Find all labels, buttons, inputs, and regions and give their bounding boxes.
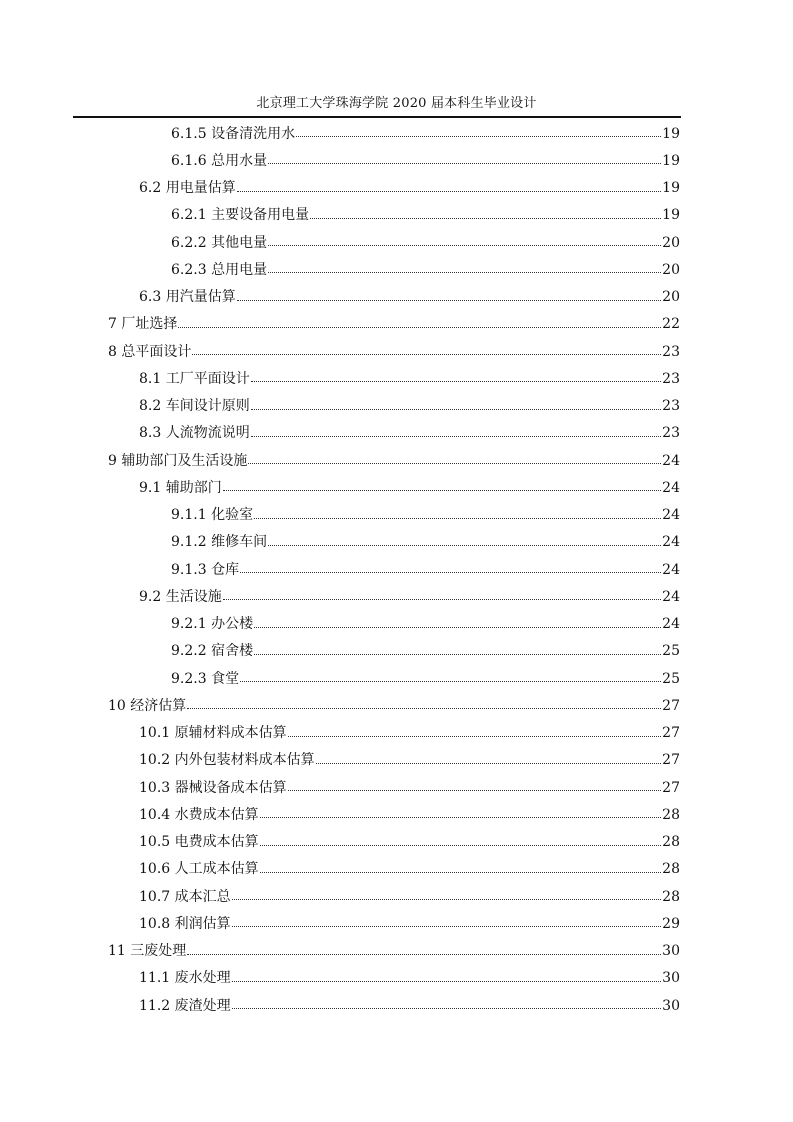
toc-entry-page: 24 <box>662 616 680 633</box>
toc-entry-title: 9.2.1 办公楼 <box>171 616 254 633</box>
toc-entry-page: 19 <box>662 152 680 169</box>
toc-entry-page: 22 <box>662 316 680 333</box>
toc-dot-leader <box>254 654 661 655</box>
toc-entry-page: 27 <box>662 752 680 769</box>
toc-entry-title: 9.1.2 维修车间 <box>171 534 268 551</box>
toc-entry-page: 24 <box>662 588 680 605</box>
toc-entry-page: 30 <box>662 943 680 960</box>
toc-entry-title: 6.2.3 总用电量 <box>171 261 268 278</box>
toc-entry-page: 20 <box>662 234 680 251</box>
toc-entry-page: 23 <box>662 398 680 415</box>
toc-entry[interactable] <box>108 120 680 147</box>
toc-entry-title: 10.4 水费成本估算 <box>139 806 259 823</box>
toc-entry[interactable] <box>108 393 680 420</box>
toc-dot-leader <box>260 872 662 873</box>
toc-dot-leader <box>187 708 661 709</box>
toc-entry[interactable] <box>108 147 680 174</box>
toc-entry-title: 10.1 原辅材料成本估算 <box>139 725 287 742</box>
toc-entry-page: 24 <box>662 561 680 578</box>
toc-entry-title: 9.1.1 化验室 <box>171 507 254 524</box>
toc-entry-page: 27 <box>662 725 680 742</box>
toc-dot-leader <box>310 218 661 219</box>
toc-entry[interactable] <box>108 801 680 828</box>
toc-entry-page: 27 <box>662 779 680 796</box>
toc-entry[interactable] <box>108 420 680 447</box>
toc-entry-page: 28 <box>662 806 680 823</box>
toc-entry-page: 23 <box>662 343 680 360</box>
toc-entry-title: 7 厂址选择 <box>108 316 178 333</box>
toc-entry-page: 23 <box>662 425 680 442</box>
toc-dot-leader <box>223 599 661 600</box>
toc-dot-leader <box>316 763 662 764</box>
toc-dot-leader <box>288 736 662 737</box>
toc-entry-title: 10.6 人工成本估算 <box>139 861 259 878</box>
toc-dot-leader <box>248 463 661 464</box>
toc-entry[interactable] <box>108 502 680 529</box>
toc-dot-leader <box>251 409 661 410</box>
toc-entry-title: 10 经济估算 <box>108 697 187 714</box>
toc-entry[interactable] <box>108 556 680 583</box>
toc-entry[interactable] <box>108 856 680 883</box>
toc-entry[interactable] <box>108 692 680 719</box>
toc-dot-leader <box>240 572 661 573</box>
toc-entry[interactable] <box>108 365 680 392</box>
toc-entry-title: 11 三废处理 <box>108 943 187 960</box>
toc-dot-leader <box>178 327 661 328</box>
toc-dot-leader <box>254 518 661 519</box>
toc-entry[interactable] <box>108 229 680 256</box>
toc-dot-leader <box>268 272 661 273</box>
toc-entry-page: 29 <box>662 915 680 932</box>
toc-entry-page: 19 <box>662 125 680 142</box>
toc-dot-leader <box>268 245 661 246</box>
toc-dot-leader <box>237 191 661 192</box>
toc-entry-page: 23 <box>662 370 680 387</box>
toc-entry-page: 30 <box>662 970 680 987</box>
toc-entry[interactable] <box>108 202 680 229</box>
toc-dot-leader <box>254 627 661 628</box>
toc-dot-leader <box>296 136 661 137</box>
toc-entry[interactable] <box>108 338 680 365</box>
toc-entry-title: 6.2 用电量估算 <box>139 180 236 197</box>
toc-entry-title: 6.2.1 主要设备用电量 <box>171 207 310 224</box>
toc-entry-page: 28 <box>662 888 680 905</box>
toc-entry-title: 11.1 废水处理 <box>139 970 231 987</box>
toc-entry-title: 6.1.5 设备清洗用水 <box>171 125 296 142</box>
toc-entry[interactable] <box>108 311 680 338</box>
toc-dot-leader <box>260 817 662 818</box>
toc-entry-title: 8.2 车间设计原则 <box>139 398 250 415</box>
toc-entry[interactable] <box>108 774 680 801</box>
toc-entry[interactable] <box>108 256 680 283</box>
toc-entry-title: 11.2 废渣处理 <box>139 997 231 1014</box>
toc-entry[interactable] <box>108 910 680 937</box>
toc-dot-leader <box>232 899 662 900</box>
toc-entry-title: 8.1 工厂平面设计 <box>139 370 250 387</box>
toc-entry-title: 10.5 电费成本估算 <box>139 834 259 851</box>
toc-dot-leader <box>251 436 661 437</box>
toc-entry-title: 6.1.6 总用水量 <box>171 152 268 169</box>
toc-entry-page: 20 <box>662 261 680 278</box>
toc-dot-leader <box>240 681 661 682</box>
toc-dot-leader <box>237 300 661 301</box>
toc-entry-title: 9.2.3 食堂 <box>171 670 240 687</box>
toc-entry-title: 9.1.3 仓库 <box>171 561 240 578</box>
toc-entry[interactable] <box>108 583 680 610</box>
toc-entry[interactable] <box>108 992 680 1019</box>
toc-dot-leader <box>251 381 661 382</box>
toc-dot-leader <box>187 954 661 955</box>
table-of-contents <box>108 120 680 1019</box>
toc-entry[interactable] <box>108 938 680 965</box>
toc-dot-leader <box>232 1008 662 1009</box>
toc-entry[interactable] <box>108 720 680 747</box>
toc-entry-title: 10.7 成本汇总 <box>139 888 231 905</box>
toc-entry[interactable] <box>108 965 680 992</box>
toc-dot-leader <box>268 545 661 546</box>
toc-entry-page: 30 <box>662 997 680 1014</box>
toc-entry-page: 19 <box>662 180 680 197</box>
toc-entry-title: 9 辅助部门及生活设施 <box>108 452 248 469</box>
toc-entry-title: 10.3 器械设备成本估算 <box>139 779 287 796</box>
toc-dot-leader <box>232 926 662 927</box>
toc-dot-leader <box>232 981 662 982</box>
toc-entry-title: 10.8 利润估算 <box>139 915 231 932</box>
toc-entry[interactable] <box>108 829 680 856</box>
page-header: 北京理工大学珠海学院 2020 届本科生毕业设计 <box>256 96 537 111</box>
header-rule <box>73 116 681 118</box>
toc-entry-title: 9.1 辅助部门 <box>139 479 222 496</box>
toc-dot-leader <box>268 163 661 164</box>
toc-entry[interactable] <box>108 284 680 311</box>
toc-entry[interactable] <box>108 529 680 556</box>
toc-entry-page: 24 <box>662 452 680 469</box>
toc-entry-title: 9.2 生活设施 <box>139 588 222 605</box>
toc-entry-page: 20 <box>662 289 680 306</box>
toc-entry-title: 8.3 人流物流说明 <box>139 425 250 442</box>
toc-entry[interactable] <box>108 474 680 501</box>
toc-dot-leader <box>260 845 662 846</box>
toc-entry[interactable] <box>108 665 680 692</box>
toc-entry-title: 6.3 用汽量估算 <box>139 289 236 306</box>
toc-entry-title: 8 总平面设计 <box>108 343 192 360</box>
toc-entry[interactable] <box>108 175 680 202</box>
toc-entry[interactable] <box>108 611 680 638</box>
toc-entry[interactable] <box>108 638 680 665</box>
toc-entry-page: 24 <box>662 479 680 496</box>
toc-entry-page: 24 <box>662 507 680 524</box>
toc-entry-page: 25 <box>662 670 680 687</box>
toc-entry-title: 9.2.2 宿舍楼 <box>171 643 254 660</box>
toc-dot-leader <box>192 354 661 355</box>
toc-entry-title: 10.2 内外包装材料成本估算 <box>139 752 315 769</box>
toc-dot-leader <box>223 490 661 491</box>
toc-entry[interactable] <box>108 447 680 474</box>
toc-entry-title: 6.2.2 其他电量 <box>171 234 268 251</box>
toc-entry-page: 24 <box>662 534 680 551</box>
toc-entry-page: 25 <box>662 643 680 660</box>
toc-entry[interactable] <box>108 747 680 774</box>
toc-entry-page: 19 <box>662 207 680 224</box>
toc-entry-page: 27 <box>662 697 680 714</box>
toc-dot-leader <box>288 790 662 791</box>
toc-entry[interactable] <box>108 883 680 910</box>
toc-entry-page: 28 <box>662 834 680 851</box>
toc-entry-page: 28 <box>662 861 680 878</box>
